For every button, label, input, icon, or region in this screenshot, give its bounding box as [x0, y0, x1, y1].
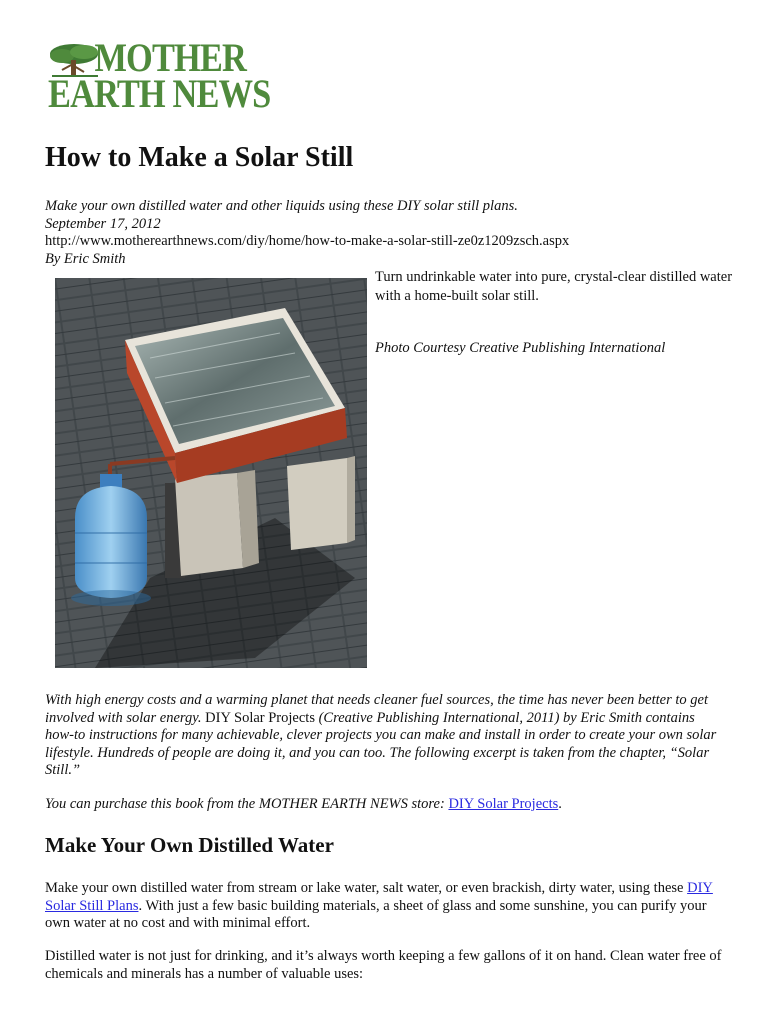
section-paragraph-1 — [45, 880, 725, 933]
mother-earth-news-logo[interactable] — [48, 35, 328, 124]
article-byline: By Eric Smith — [45, 250, 126, 267]
purchase-text: You can purchase this book from the MOTHER EARTH NEWS store: — [45, 796, 445, 812]
article-subtitle: Make your own distilled water and other liquids using these DIY solar still plans. — [45, 198, 518, 214]
photo-credit: Photo Courtesy Creative Publishing International — [375, 340, 666, 356]
p1-after: . With just a few basic building materials, a sheet of glass and some sunshine, you can purify your own water at no cost and with minimal effort. — [45, 897, 707, 931]
intro-part-2: (Creative Publishing International, 2011) by Eric Smith contains how-to instructions for many achievable, clever projects you can make and install in order to create your own solar lifestyle. Hundreds of people are doing it, and you can too. The following excerpt is taken from the chapter, “Solar Still.” — [45, 709, 717, 778]
purchase-paragraph — [45, 796, 725, 814]
photo-caption: Turn undrinkable water into pure, crystal-clear distilled water with a home-built solar still. — [375, 269, 733, 304]
article-date: September 17, 2012 — [45, 215, 161, 232]
article-meta — [45, 198, 569, 268]
intro-book-title: DIY Solar Projects — [205, 709, 315, 726]
intro-part-1: With high energy costs and a warming planet that needs cleaner fuel sources, the time has never been better to get involved with solar energy. — [45, 692, 708, 726]
section-heading: Make Your Own Distilled Water — [45, 833, 334, 857]
purchase-end: . — [558, 796, 562, 812]
diy-solar-still-plans-link[interactable]: DIY Solar Still Plans — [45, 880, 713, 914]
p1-before: Make your own distilled water from stream or lake water, salt water, or even brackish, dirty water, using these — [45, 880, 684, 896]
photo-caption-block — [375, 268, 735, 358]
section-paragraph-2: Distilled water is not just for drinking, and it’s always worth keeping a few gallons of it on hand. Clean water free of chemicals and minerals has a number of valuable uses: — [45, 948, 722, 982]
intro-paragraph — [45, 692, 725, 780]
solar-still-photo — [55, 278, 367, 668]
logo-line-1: MOTHER — [94, 35, 247, 80]
article-title: How to Make a Solar Still — [45, 142, 354, 173]
article-url: http://www.motherearthnews.com/diy/home/how-to-make-a-solar-still-ze0z1209zsch.aspx — [45, 233, 570, 249]
logo-line-2: EARTH NEWS — [48, 71, 271, 116]
diy-solar-projects-link[interactable]: DIY Solar Projects — [448, 796, 559, 812]
